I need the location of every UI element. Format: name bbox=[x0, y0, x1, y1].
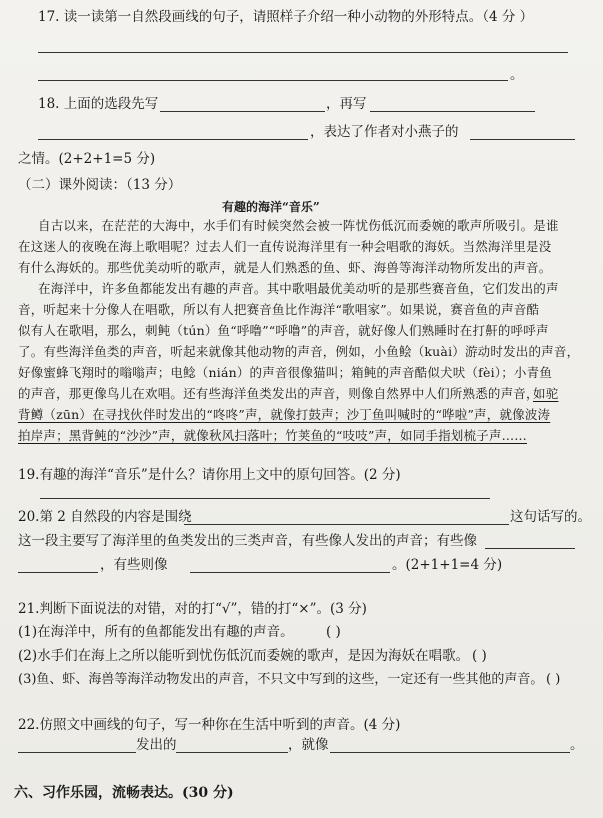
answer-line[interactable] bbox=[38, 80, 508, 81]
question-18-mid2: ，表达了作者对小燕子的 bbox=[310, 124, 459, 140]
question-20-line3b: 。(2+1+1=4 分) bbox=[392, 557, 503, 573]
answer-blank[interactable] bbox=[18, 572, 98, 573]
answer-blank[interactable] bbox=[18, 752, 136, 753]
passage-underlined: 背鳟（zūn）在寻找伙伴时发出的“咚咚”声，就像打鼓声；沙丁鱼叫喊时的“哗啦”声，就像波涛 bbox=[18, 407, 551, 422]
answer-line[interactable] bbox=[40, 498, 490, 499]
question-20-line2: 这一段主要写了海洋里的鱼类发出的三类声音，有些像人发出的声音；有些像 bbox=[18, 533, 477, 549]
answer-blank[interactable] bbox=[470, 139, 575, 140]
answer-blank[interactable] bbox=[176, 752, 288, 753]
question-22-b: ，就像 bbox=[288, 737, 329, 753]
answer-blank[interactable] bbox=[160, 111, 325, 112]
judge-paren[interactable]: ( ) bbox=[326, 624, 341, 640]
question-22-a: 发出的 bbox=[136, 737, 177, 753]
passage-line: 自古以来，在茫茫的大海中，水手们有时候突然会被一阵忧伤低沉而委婉的歌声所吸引。是谁 bbox=[38, 218, 559, 233]
passage-underlined: 拍岸声；黑背鲀的“沙沙”声，就像秋风扫落叶；竹荚鱼的“吱吱”声，如同手指划梳子声…… bbox=[18, 428, 527, 443]
answer-blank[interactable] bbox=[38, 139, 308, 140]
question-19: 19.有趣的海洋“音乐”是什么？请你用上文中的原句回答。(2 分) bbox=[18, 467, 401, 483]
question-21: 21.判断下面说法的对错，对的打“√”，错的打“×”。(3 分) bbox=[18, 601, 367, 617]
judge-paren[interactable]: ( ) bbox=[546, 672, 561, 687]
judge-item: (2)水手们在海上之所以能听到忧伤低沉而委婉的歌声，是因为海妖在唱歌。 bbox=[18, 648, 470, 664]
answer-line[interactable] bbox=[38, 52, 568, 53]
question-17: 17. 读一读第一自然段画线的句子，请照样子介绍一种小动物的外形特点。（4 分 ） bbox=[38, 9, 534, 25]
question-20-suffix: 这句话写的。 bbox=[510, 509, 591, 525]
answer-blank[interactable] bbox=[485, 548, 575, 549]
passage-line: 似有人在歌唱，那么，刺鲀（tún）鱼“呼噜”“呼噜”的声音，就好像人们熟睡时在打鼾的呼呼声 bbox=[18, 323, 549, 338]
passage-line: 在这迷人的夜晚在海上歌唱呢？过去人们一直传说海洋里有一种会唱歌的海妖。当然海洋里是没 bbox=[18, 239, 552, 254]
passage-line: 的声音，那更像鸟儿在欢唱。还有些海洋鱼类发出的声音，则像自然界中人们所熟悉的声音， bbox=[18, 386, 539, 401]
passage-line: 好像蜜蜂飞翔时的嗡嗡声；电鲶（nián）的声音很像猫叫；箱鲀的声音酷似犬吠（fèi）；小青鱼 bbox=[18, 365, 553, 380]
passage-line: 有什么海妖的。那些优美动听的歌声，就是人们熟悉的鱼、虾、海兽等海洋动物所发出的声音。 bbox=[18, 260, 552, 275]
answer-blank[interactable] bbox=[190, 572, 390, 573]
question-18-mid: ，再写 bbox=[326, 96, 367, 112]
question-22: 22.仿照文中画线的句子，写一种你在生活中听到的声音。(4 分) bbox=[18, 717, 401, 733]
period: 。 bbox=[570, 737, 584, 753]
section-heading: 六、习作乐园，流畅表达。(30 分) bbox=[14, 785, 234, 801]
answer-blank[interactable] bbox=[370, 111, 535, 112]
passage-line: 在海洋中，许多鱼都能发出有趣的声音。其中歌唱最优美动听的是那些赛音鱼，它们发出的声 bbox=[38, 281, 559, 296]
section-heading: （二）课外阅读：（13 分） bbox=[18, 177, 182, 193]
judge-paren[interactable]: ( ) bbox=[472, 648, 487, 664]
passage-line: 音，听起来十分像人在唱歌，所以有人把赛音鱼比作海洋“歌唱家”。如果说，赛音鱼的声音酷 bbox=[18, 302, 540, 317]
answer-blank[interactable] bbox=[330, 752, 570, 753]
judge-item: (1)在海洋中，所有的鱼都能发出有趣的声音。 bbox=[18, 624, 294, 640]
answer-blank[interactable] bbox=[184, 524, 509, 525]
question-18-end: 之情。(2+2+1=5 分) bbox=[18, 151, 156, 167]
judge-item: (3)鱼、虾、海兽等海洋动物发出的声音，不只文中写到的这些，一定还有一些其他的声音。 bbox=[18, 672, 544, 687]
question-20-prefix: 20.第 2 自然段的内容是围绕 bbox=[18, 509, 192, 525]
passage-underlined: 如驼 bbox=[533, 386, 559, 401]
passage-title: 有趣的海洋“音乐” bbox=[222, 200, 320, 214]
passage-line: 了。有些海洋鱼类的声音，听起来就像其他动物的声音，例如，小鱼鲙（kuài）游动时发出的声音， bbox=[18, 344, 580, 359]
period: 。 bbox=[510, 67, 524, 83]
question-18-prefix: 18. 上面的选段先写 bbox=[38, 96, 159, 112]
question-20-line3a: ，有些则像 bbox=[100, 557, 168, 573]
